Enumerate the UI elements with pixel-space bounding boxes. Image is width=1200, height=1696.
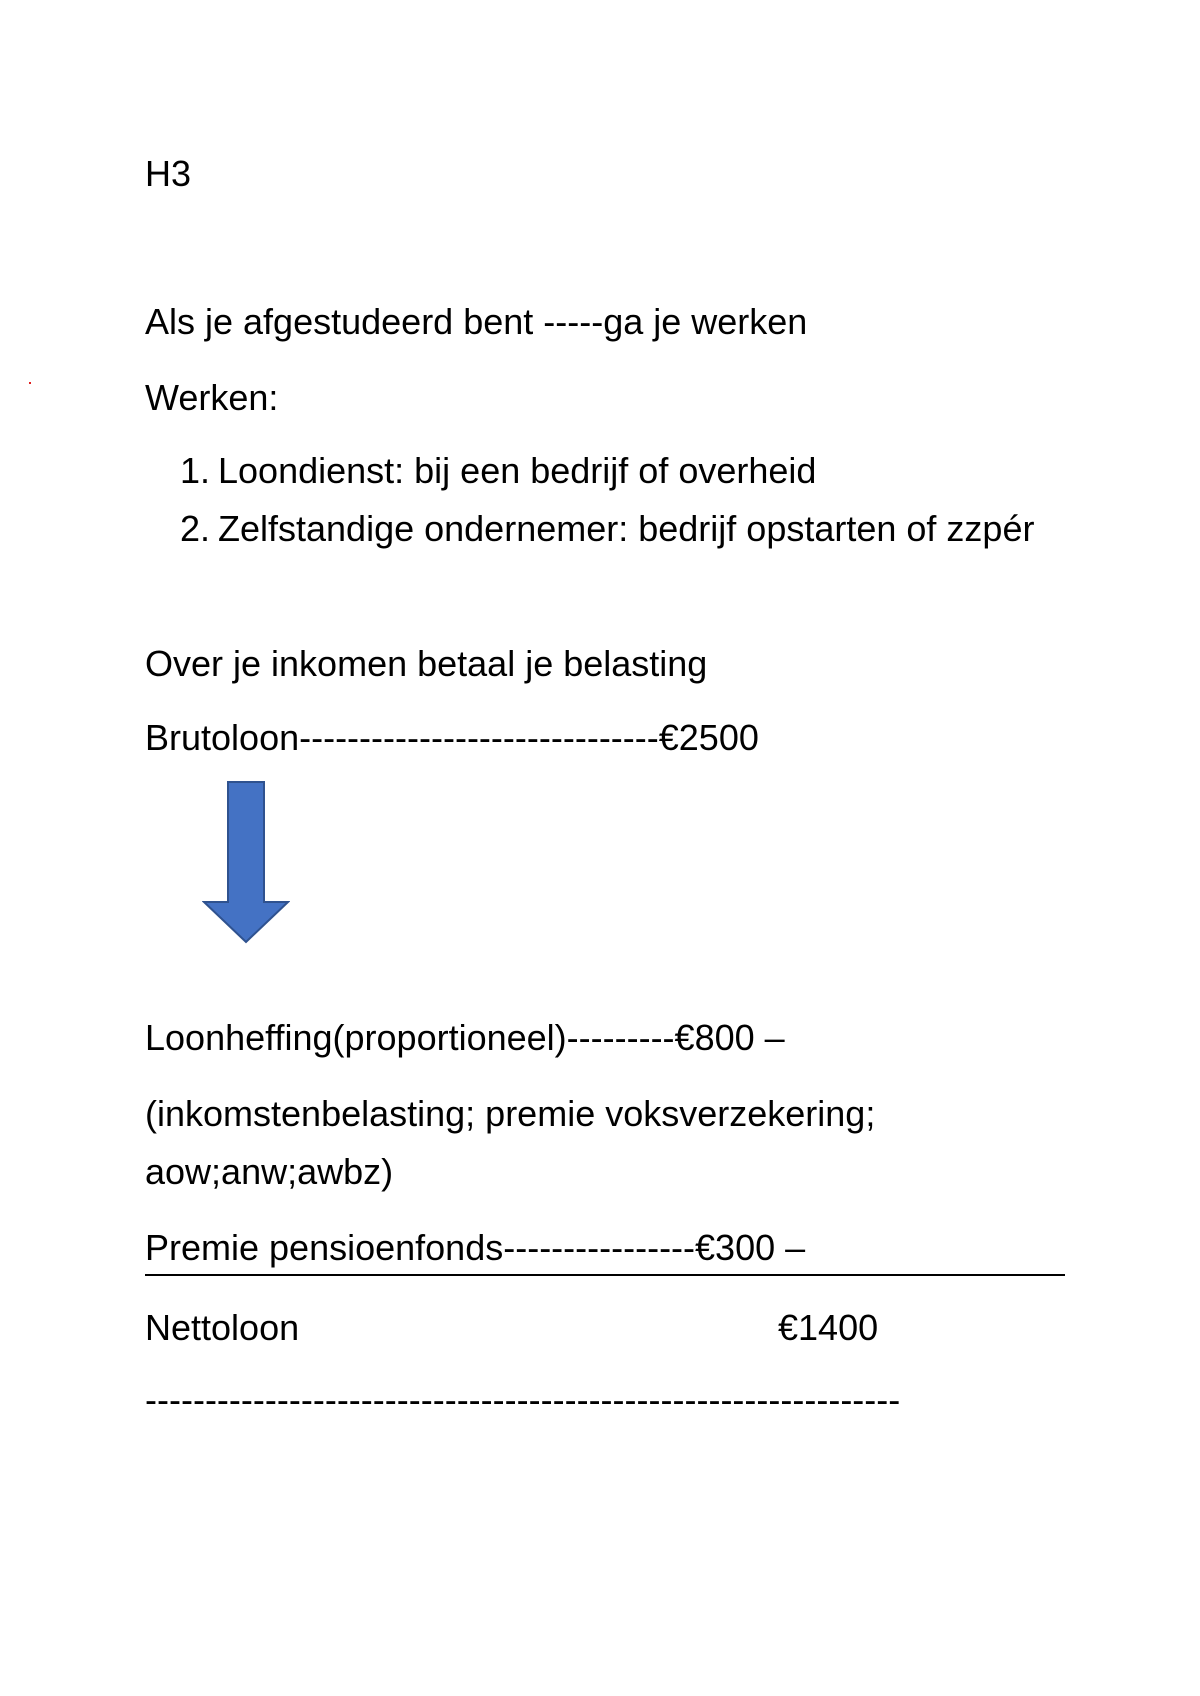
list-number: 1. (180, 450, 211, 491)
pensioen-line: Premie pensioenfonds----------------€300 – (145, 1227, 806, 1268)
list-text: Zelfstandige ondernemer: bedrijf opstarten of zzpér (218, 508, 1035, 549)
nettoloon-label: Nettoloon (145, 1307, 300, 1348)
werken-label: Werken: (145, 377, 279, 418)
heading: H3 (145, 153, 192, 194)
loonheffing-detail-line-2: aow;anw;awbz) (145, 1151, 394, 1192)
intro-line: Als je afgestudeerd bent -----ga je werken (145, 301, 808, 342)
nettoloon-value: €1400 (778, 1307, 879, 1348)
dashed-line: --------------------------------------------------------------- (145, 1379, 901, 1420)
belasting-line: Over je inkomen betaal je belasting (145, 643, 708, 684)
list-text: Loondienst: bij een bedrijf of overheid (218, 450, 817, 491)
red-mark (29, 382, 31, 384)
list-number: 2. (180, 508, 211, 549)
sum-rule (145, 1274, 1065, 1276)
loonheffing-detail-line-1: (inkomstenbelasting; premie voksverzekering; (145, 1093, 876, 1134)
loonheffing-line: Loonheffing(proportioneel)---------€800 – (145, 1017, 785, 1058)
list-item-2 (0, 500, 1200, 620)
arrow-down-icon (202, 780, 290, 944)
list-item-1 (0, 442, 1200, 502)
brutoloon-line: Brutoloon------------------------------€2500 (145, 717, 759, 758)
